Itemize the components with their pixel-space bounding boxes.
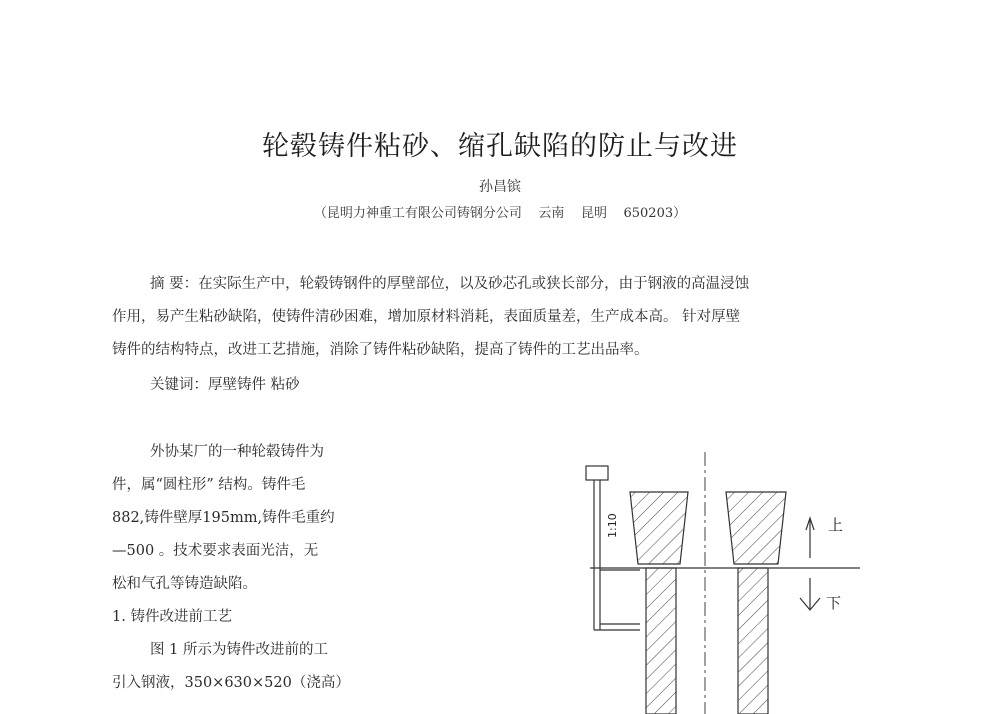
down-arrow <box>800 578 820 610</box>
casting-wall-left <box>646 568 676 714</box>
author-affiliation: （昆明力神重工有限公司铸钢分公司 云南 昆明 650203） <box>313 206 687 221</box>
up-arrow <box>806 518 814 558</box>
riser-left <box>630 492 688 564</box>
body-line: 引入钢液，350×630×520（浇高） <box>112 675 350 691</box>
abstract-line: 铸件的结构特点，改进工艺措施，消除了铸件粘砂缺陷，提高了铸件的工艺出品率。 <box>112 342 649 358</box>
casting-process-figure <box>560 440 860 714</box>
abstract-line: 摘 要：在实际生产中，轮毂铸钢件的厚壁部位，以及砂芯孔或狭长部分，由于钢液的高温浸蚀 <box>150 276 750 292</box>
section-heading: 1. 铸件改进前工艺 <box>112 609 232 625</box>
body-line: —500 。技术要求表面光洁，无 <box>112 543 319 559</box>
keywords-clip <box>112 369 368 402</box>
body-text-clip <box>112 436 368 700</box>
abstract-line: 作用，易产生粘砂缺陷，使铸件清砂困难，增加原材料消耗，表面质量差，生产成本高。 针对厚壁 <box>112 309 741 325</box>
gating-runner <box>594 570 640 630</box>
down-label: 下 <box>826 594 842 612</box>
riser-right <box>726 492 786 564</box>
body-line: 882,铸件壁厚195mm,铸件毛重约 <box>112 510 335 526</box>
up-label: 上 <box>828 516 844 534</box>
paper-title: 轮毂铸件粘砂、缩孔缺陷的防止与改进 <box>262 131 738 162</box>
body-line: 图 1 所示为铸件改进前的工 <box>150 642 328 658</box>
sprue-cup <box>586 466 608 630</box>
body-line: 外协某厂的一种轮毂铸件为 <box>150 444 324 460</box>
casting-wall-right <box>738 568 768 714</box>
body-line: 松和气孔等铸造缺陷。 <box>112 576 257 592</box>
keywords: 关键词：厚壁铸件 粘砂 <box>150 377 300 393</box>
body-line: 件，属“圆柱形” 结构。铸件毛 <box>112 477 306 493</box>
author-name: 孙昌镔 <box>479 179 521 195</box>
abstract <box>112 268 892 367</box>
figure-ratio-label: 1:10 <box>606 513 619 538</box>
